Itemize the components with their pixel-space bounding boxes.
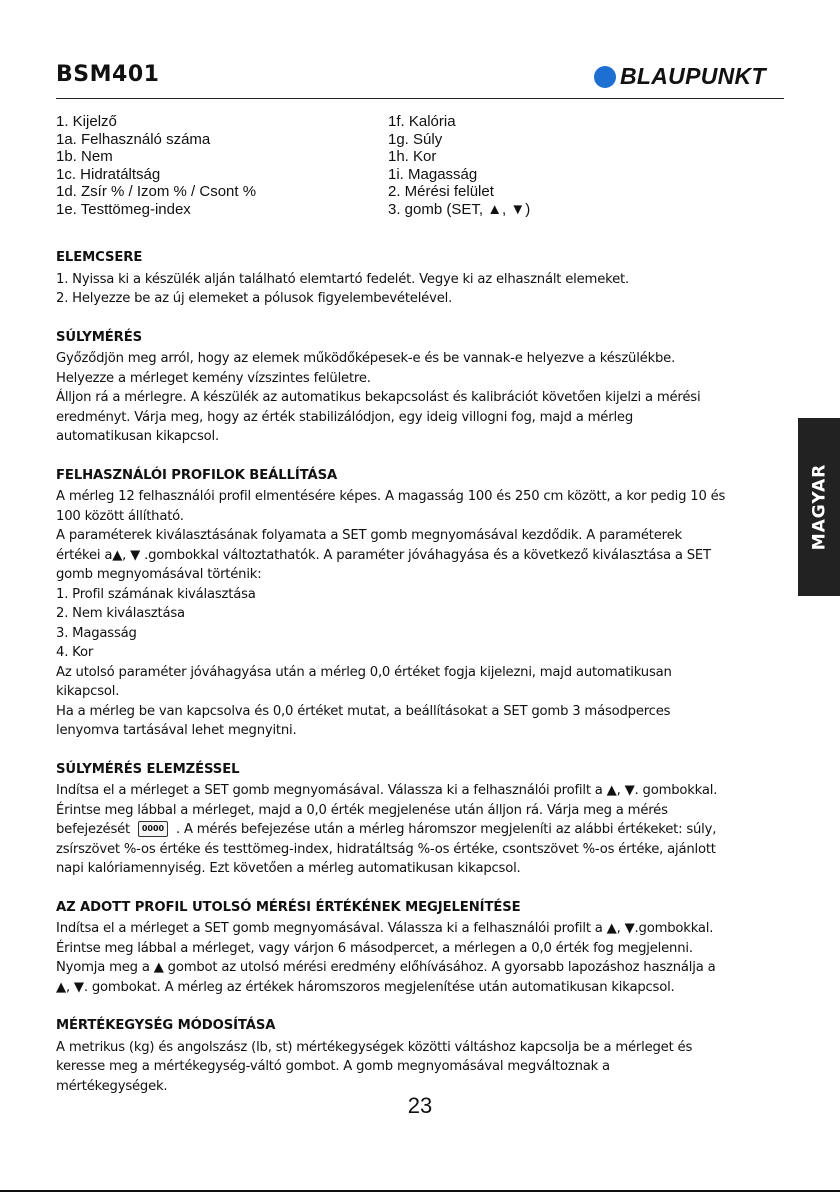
text-line: 1. Profil számának kiválasztása [56, 586, 256, 602]
text-line: A mérleg 12 felhasználói profil elmentésére képes. A magasság 100 és 250 cm között, a kor pedig 10 és [56, 489, 726, 504]
text-line: Nyomja meg a ▲ gombot az utolsó mérési eredmény előhívásához. A gyorsabb lapozáshoz használja a [56, 960, 716, 975]
text-line: Álljon rá a mérlegre. A készülék az automatikus bekapcsolást és kalibrációt követően kijelzi a mérési [56, 390, 701, 405]
section-analysis [56, 760, 786, 879]
text-fragment: befejezését [56, 822, 134, 837]
brand-name: BLAUPUNKT [620, 63, 766, 89]
text-line: értékei a▲, ▼ .gombokkal változtathatók. A paraméter jóváhagyása és a következő kiválasztása a SET [56, 547, 711, 563]
header-divider [56, 98, 784, 99]
section-battery [56, 248, 786, 309]
text-line: gomb megnyomásával történik: [56, 567, 262, 582]
text-line: 2. Nem kiválasztása [56, 606, 185, 621]
legend-item: 1e. Testtömeg-index [56, 200, 191, 218]
section-heading: SÚLYMÉRÉS ELEMZÉSSEL [56, 761, 240, 777]
text-line: 4. Kor [56, 645, 94, 660]
section-last-result [56, 898, 786, 998]
text-line: 1. Nyissa ki a készülék alján található elemtartó fedelét. Vegye ki az elhasznált elemeket. [56, 271, 629, 287]
legend-right [388, 113, 530, 219]
text-line: Indítsa el a mérleget a SET gomb megnyomásával. Válassza ki a felhasználói profilt a ▲, ▼. gombokkal. [56, 783, 718, 798]
text-line: A paraméterek kiválasztásának folyamata a SET gomb megnyomásával kezdődik. A paraméterek [56, 528, 682, 543]
legend-item: 1g. Súly [388, 130, 443, 148]
text-line: lenyomva tartásával lehet megnyitni. [56, 723, 297, 738]
language-label: MAGYAR [809, 463, 829, 551]
section-profiles [56, 466, 786, 741]
section-heading: AZ ADOTT PROFIL UTOLSÓ MÉRÉSI ÉRTÉKÉNEK MEGJELENÍTÉSE [56, 899, 521, 915]
text-line: Érintse meg lábbal a mérleget, majd a 0,0 érték megjelenése után álljon rá. Várja meg a mérés [56, 802, 668, 818]
text-line: Az utolsó paraméter jóváhagyása után a mérleg 0,0 értéket fogja kijelezni, majd automatikusan [56, 664, 672, 680]
text-line: zsírszövet %-os értéke és testtömeg-index, hidratáltság %-os értéke, csontszövet %-os értéke, ajánlott [56, 841, 716, 857]
section-heading: ELEMCSERE [56, 250, 143, 265]
legend-item: 1b. Nem [56, 148, 113, 166]
text-line: mértékegységek. [56, 1078, 168, 1094]
legend-item: 1c. Hidratáltság [56, 165, 161, 183]
section-heading: FELHASZNÁLÓI PROFILOK BEÁLLÍTÁSA [56, 467, 338, 483]
page-number: 23 [407, 1093, 433, 1118]
model-title: BSM401 [56, 62, 160, 87]
legend-item: 1f. Kalória [388, 113, 456, 130]
text-line: Érintse meg lábbal a mérleget, vagy várjon 6 másodpercet, a mérlegen a 0,0 érték fog megjelenni. [56, 940, 693, 956]
text-line: kikapcsol. [56, 684, 120, 699]
legend-left [56, 113, 256, 219]
legend-item: 3. gomb (SET, ▲, ▼) [388, 200, 531, 218]
section-heading: SÚLYMÉRÉS [56, 329, 142, 345]
display-icon: 0000 [138, 821, 168, 837]
text-line: automatikusan kikapcsol. [56, 429, 219, 444]
legend-item: 1i. Magasság [388, 165, 478, 183]
brand-logo [594, 63, 766, 90]
section-heading: MÉRTÉKEGYSÉG MÓDOSÍTÁSA [56, 1018, 276, 1033]
text-line: 3. Magasság [56, 625, 137, 641]
legend-item: 2. Mérési felület [388, 183, 494, 201]
legend-item: 1h. Kor [388, 148, 437, 166]
legend-item: 1d. Zsír % / Izom % / Csont % [56, 183, 257, 201]
text-fragment: . A mérés befejezése után a mérleg háromszor megjeleníti az alábbi értékeket: súly, [172, 822, 717, 837]
legend-item: 1. Kijelző [56, 113, 117, 130]
text-line: Ha a mérleg be van kapcsolva és 0,0 értéket mutat, a beállításokat a SET gomb 3 másodperces [56, 703, 671, 719]
section-units [56, 1016, 786, 1096]
text-line: ▲, ▼. gombokat. A mérleg az értékek háromszoros megjelenítése után automatikusan kikapcsol. [56, 979, 675, 995]
text-line: napi kalóriamennyiség. Ezt követően a mérleg automatikusan kikapcsol. [56, 861, 521, 876]
text-line: 100 között állítható. [56, 508, 184, 524]
text-line: Helyezze a mérleget kemény vízszintes felületre. [56, 370, 371, 386]
text-line: 2. Helyezze be az új elemeket a pólusok figyelembevételével. [56, 291, 453, 306]
brand-dot-icon [594, 66, 616, 88]
section-weighing [56, 328, 786, 447]
language-tab [798, 418, 840, 596]
text-line: Győződjön meg arról, hogy az elemek működőképesek-e és be vannak-e helyezve a készülékbe. [56, 351, 676, 366]
text-line: A metrikus (kg) és angolszász (lb, st) mértékegységek közötti váltáshoz kapcsolja be a mérleget és [56, 1039, 693, 1055]
manual-content [56, 248, 786, 1115]
text-line-with-icon [56, 820, 786, 840]
text-line: keresse meg a mértékegység-váltó gombot. A gomb megnyomásával megváltoznak a [56, 1059, 610, 1074]
legend-item: 1a. Felhasználó száma [56, 130, 211, 148]
text-line: Indítsa el a mérleget a SET gomb megnyomásával. Válassza ki a felhasználói profilt a ▲, ▼.gombokkal. [56, 921, 714, 936]
text-line: eredményt. Várja meg, hogy az érték stabilizálódjon, egy ideig villogni fog, majd a mérleg [56, 409, 633, 425]
